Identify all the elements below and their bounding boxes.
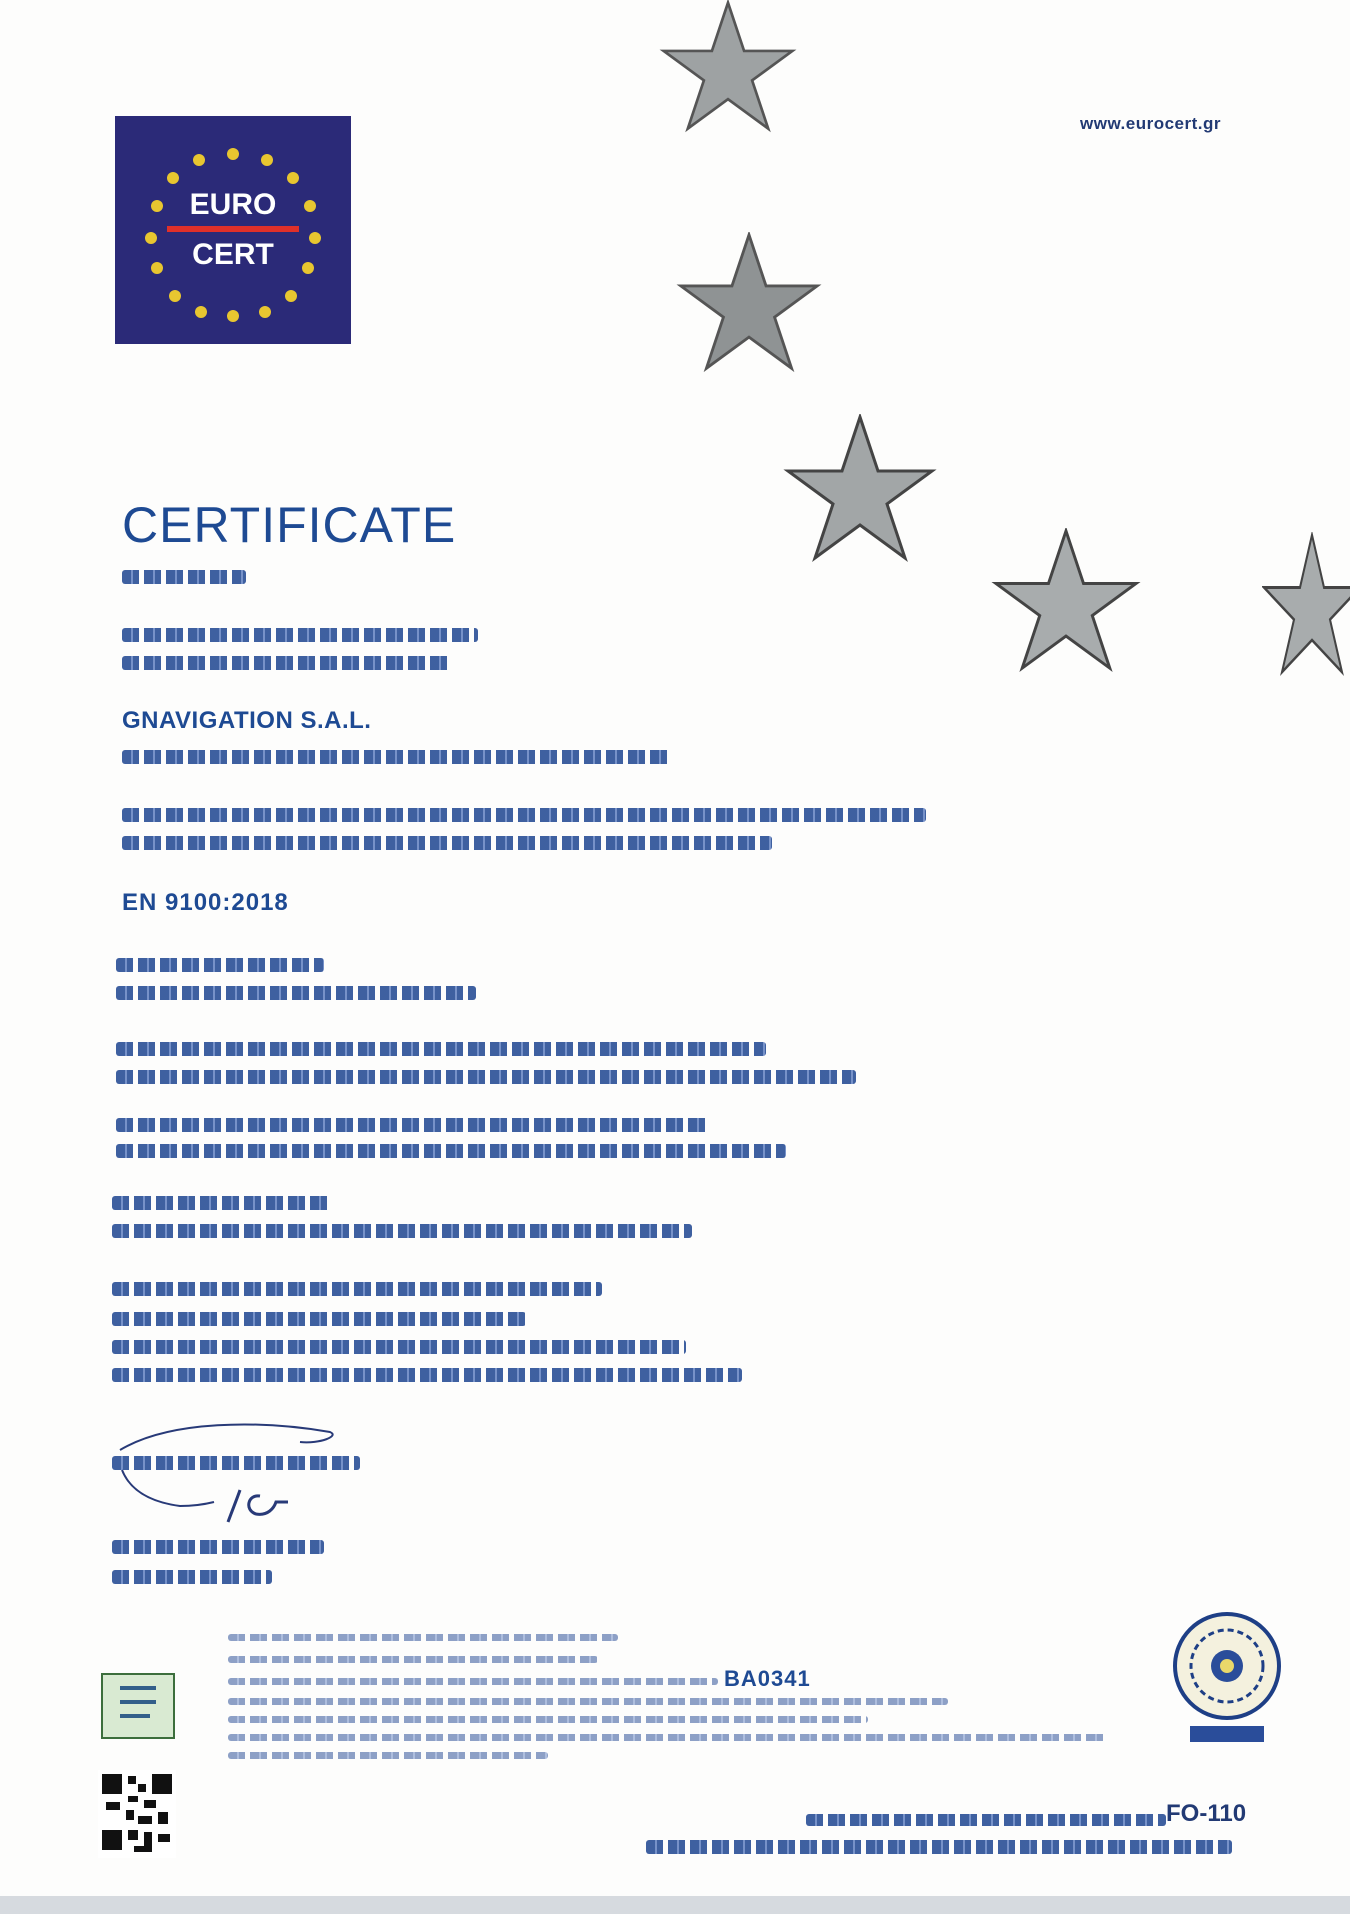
star-icon	[648, 0, 808, 134]
illegible-text-line	[228, 1752, 548, 1759]
illegible-text-line	[122, 836, 772, 850]
iaf-mark	[100, 1672, 176, 1740]
illegible-text-line	[112, 1570, 272, 1584]
illegible-text-line	[122, 808, 926, 822]
illegible-text-line	[116, 986, 476, 1000]
svg-text:CERT: CERT	[192, 238, 274, 271]
illegible-text-line	[646, 1840, 1232, 1854]
illegible-text-line	[112, 1282, 602, 1296]
star-icon	[674, 232, 824, 374]
illegible-text-line	[116, 958, 324, 972]
illegible-text-line	[112, 1196, 330, 1210]
illegible-text-line	[122, 570, 246, 584]
illegible-text-line	[116, 1042, 766, 1056]
footer-code: FO-110	[1166, 1800, 1247, 1827]
company-name: GNAVIGATION S.A.L.	[122, 707, 372, 734]
illegible-text-line	[228, 1698, 948, 1705]
certificate-number: BA0341	[724, 1666, 811, 1691]
illegible-text-line	[806, 1814, 1166, 1826]
star-icon	[1262, 532, 1350, 678]
illegible-text-line	[116, 1070, 856, 1084]
illegible-text-line	[116, 1118, 710, 1132]
website-url: www.eurocert.gr	[1080, 114, 1222, 133]
qr-code[interactable]	[98, 1770, 176, 1858]
illegible-text-line	[228, 1734, 1108, 1741]
svg-text:EURO: EURO	[189, 188, 277, 221]
eurocert-logo	[115, 116, 351, 344]
star-icon	[986, 528, 1146, 674]
illegible-text-line	[116, 1144, 786, 1158]
certification-standard: EN 9100:2018	[122, 889, 289, 916]
illegible-text-line	[112, 1224, 692, 1238]
illegible-text-line	[122, 750, 670, 764]
scan-edge	[0, 1896, 1350, 1914]
illegible-text-line	[112, 1540, 324, 1554]
illegible-text-line	[228, 1678, 718, 1685]
illegible-text-line	[122, 628, 478, 642]
signature	[110, 1410, 340, 1540]
illegible-text-line	[112, 1368, 742, 1382]
star-icon	[782, 414, 938, 564]
illegible-text-line	[122, 656, 452, 670]
accreditation-seal	[1168, 1610, 1286, 1746]
illegible-text-line	[112, 1312, 526, 1326]
illegible-text-line	[228, 1656, 598, 1663]
illegible-text-line	[228, 1634, 618, 1641]
illegible-text-line	[112, 1340, 686, 1354]
certificate-title: CERTIFICATE	[122, 497, 457, 553]
illegible-text-line	[228, 1716, 868, 1723]
